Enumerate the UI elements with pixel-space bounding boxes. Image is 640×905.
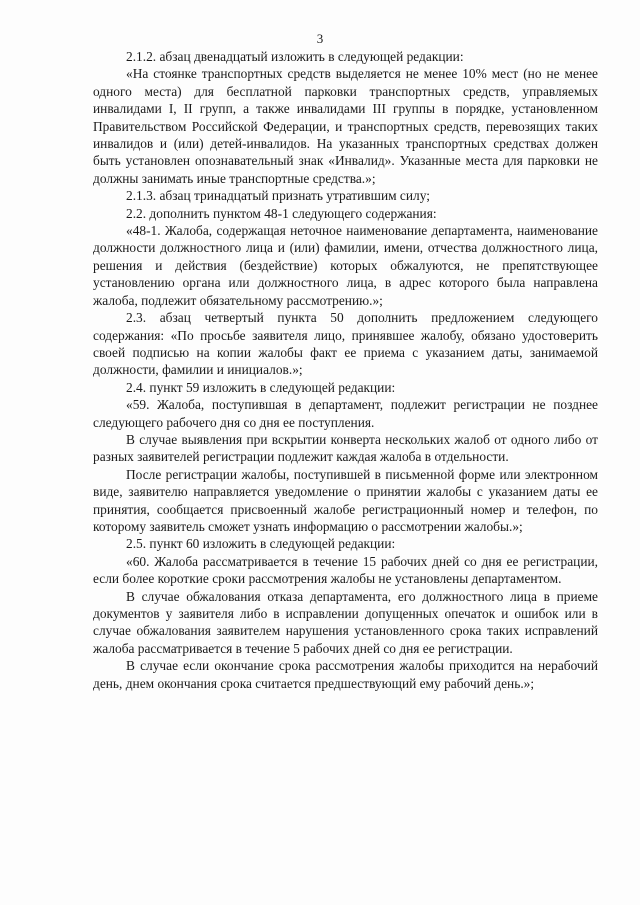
paragraph-2-2: 2.2. дополнить пунктом 48-1 следующего содержания:	[126, 205, 437, 221]
paragraph-2-3: 2.3. абзац четвертый пункта 50 дополнить предложением следующего содержания: «По просьбе заявителя лицо, принявшее жалобу, обязано удостоверить своей подписью на копии жалобы факт ее приема с указанием даты, занимаемой должности, фамилии и инициалов.»;	[93, 310, 598, 378]
paragraph-2-1-2: 2.1.2. абзац двенадцатый изложить в следующей редакции:	[126, 49, 464, 64]
paragraph-parking-quote: «На стоянке транспортных средств выделяется не менее 10% мест (но не менее одного места) для бесплатной парковки транспортных средств, управляемых инвалидами I, II групп, а также инвалидами III группы в порядке, установленном Правительством Российской Федерации, и транспортных средств, перевозящих таких инвалидов и (или) детей-инвалидов. На указанных транспортных средствах должен быть установлен опознавательный знак «Инвалид». Указанные места для парковки не должны занимать иные транспортные средства.»;	[93, 66, 598, 186]
paragraph-59-quote: «59. Жалоба, поступившая в департамент, подлежит регистрации не позднее следующего рабочего дня со дня ее поступления.	[93, 397, 598, 430]
paragraph-2-5: 2.5. пункт 60 изложить в следующей редакции:	[126, 536, 396, 552]
paragraph-2-1-3: 2.1.3. абзац тринадцатый признать утратившим силу;	[126, 188, 430, 204]
paragraph-60-quote: «60. Жалоба рассматривается в течение 15 рабочих дней со дня ее регистрации, если более короткие сроки рассмотрения жалобы не установлены департаментом.	[93, 553, 598, 587]
paragraph-59-notification: После регистрации жалобы, поступившей в письменной форме или электронном виде, заявителю направляется уведомление о принятии жалобы с указанием даты ее принятия, сообщается присвоенный жалобе регистрационный номер и телефон, по которому заявитель сможет узнать информацию о рассмотрении жалобы.»;	[93, 466, 598, 534]
document-body	[93, 48, 598, 692]
paragraph-48-1-quote: «48-1. Жалоба, содержащая неточное наименование департамента, наименование должности должностного лица и (или) фамилии, имени, отчества должностного лица, решения и действия (бездействие) которых обжалуются, не препятствующее установлению органа или должностного лица, в адрес которого была направлена жалоба, подлежит обязательному рассмотрению.»;	[93, 223, 598, 308]
paragraph-2-4: 2.4. пункт 59 изложить в следующей редакции:	[126, 379, 396, 395]
paragraph-60-refusal: В случае обжалования отказа департамента, его должностного лица в приеме документов у заявителя либо в исправлении допущенных опечаток и ошибок или в случае обжалования заявителем нарушения установленного срока таких исправлений жалоба рассматривается в течение 5 рабочих дней со дня ее регистрации.	[93, 588, 598, 656]
page-number: 3	[316, 31, 324, 46]
paragraph-60-nonworking-day: В случае если окончание срока рассмотрения жалобы приходится на нерабочий день, днем окончания срока считается предшествующий ему рабочий день.»;	[93, 658, 598, 691]
paragraph-59-envelope: В случае выявления при вскрытии конверта нескольких жалоб от одного либо от разных заявителей регистрации подлежит каждая жалоба в отдельности.	[93, 431, 598, 465]
